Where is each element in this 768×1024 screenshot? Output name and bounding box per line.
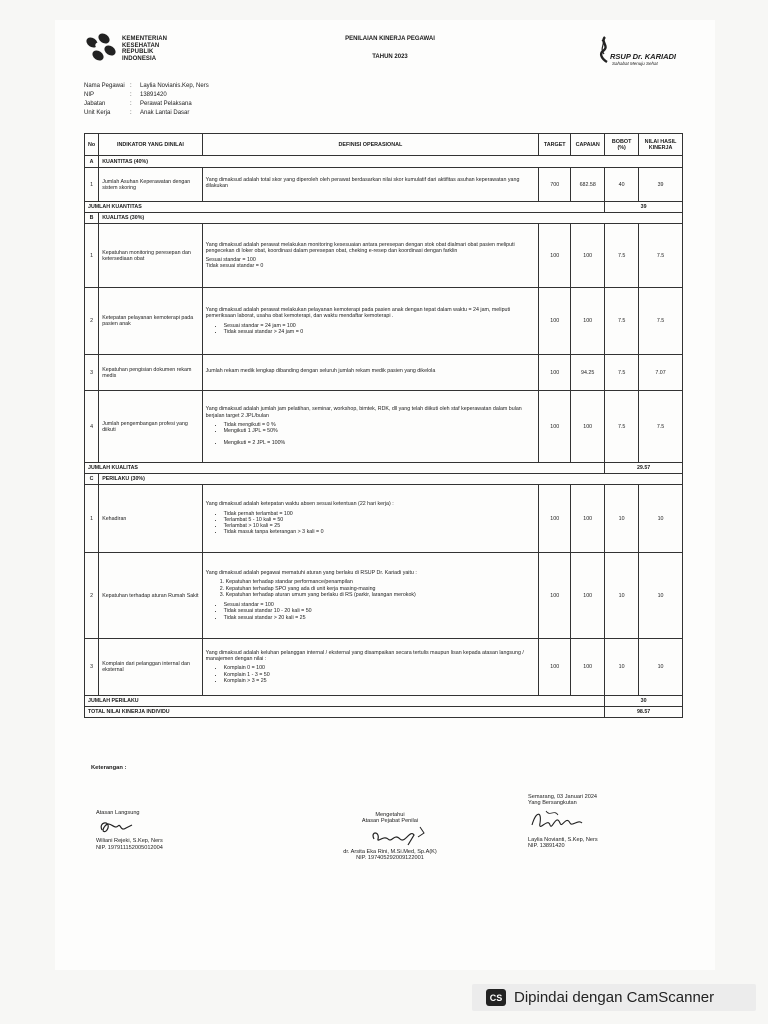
row-weight: 10	[605, 553, 639, 639]
section-total-value: 29.57	[605, 463, 683, 474]
signature-name: dr. Arsita Eka Rini, M.Si.Med, Sp.A(K)	[343, 848, 437, 855]
row-achievement: 682.58	[571, 168, 605, 202]
row-indicator: Jumlah Asuhan Keperawatan dengan sistem skoring	[99, 168, 202, 202]
row-no: 1	[85, 485, 99, 553]
signature-role: Atasan Pejabat Penilai	[361, 818, 419, 825]
row-achievement: 100	[571, 639, 605, 696]
section-header	[85, 474, 683, 485]
table-row	[85, 553, 683, 639]
hospital-logo	[598, 36, 688, 68]
row-achievement: 100	[571, 391, 605, 463]
signature-nip: NIP. 13891420	[528, 842, 565, 849]
col-score: NILAI HASIL KINERJA	[639, 134, 683, 156]
table-row	[85, 391, 683, 463]
ministry-line-1: KEMENTERIAN	[122, 36, 168, 42]
definition-step: 3. Kepatuhan terhadap aturan umum yang berlaku di RS (parkir, larangan merokok)	[226, 592, 536, 598]
row-target: 100	[539, 639, 571, 696]
signature-block-supervisor	[96, 810, 163, 851]
row-score: 10	[639, 639, 683, 696]
row-weight: 7.5	[605, 224, 639, 288]
table-header-row	[85, 134, 683, 156]
definition-step: 1. Kepatuhan terhadap standar performance/penampilan	[226, 579, 536, 585]
ministry-line-2: KESEHATAN	[122, 42, 160, 49]
identity-label: NIP	[84, 92, 95, 98]
row-no: 1	[85, 224, 99, 288]
ministry-line-3: REPUBLIK	[122, 49, 154, 55]
row-achievement: 100	[571, 288, 605, 355]
row-no: 1	[85, 168, 99, 202]
section-header	[85, 156, 683, 168]
row-no: 2	[85, 288, 99, 355]
definition-criterion: Sesuai standar = 100	[205, 257, 256, 264]
identity-value: Laylia Novianis.Kep, Ners	[140, 83, 209, 89]
section-total-label: JUMLAH KUANTITAS	[85, 202, 605, 213]
col-achievement: CAPAIAN	[571, 134, 605, 156]
col-weight: BOBOT (%)	[605, 134, 639, 156]
definition-bullet: • Sesuai standar = 100	[224, 602, 536, 608]
row-indicator: Kepatuhan monitoring peresepan dan ketersediaan obat	[99, 224, 202, 288]
row-definition	[202, 168, 539, 202]
document-year: TAHUN 2023	[372, 54, 408, 60]
definition-text: Jumlah rekam medik lengkap dibanding dengan seluruh jumlah rekam medik pasien yang dikelola	[205, 367, 436, 374]
performance-table	[84, 133, 683, 718]
table-row	[85, 288, 683, 355]
section-title: KUALITAS (30%)	[99, 213, 683, 224]
identity-label: Nama Pegawai	[84, 83, 125, 89]
section-total-label: JUMLAH PERILAKU	[85, 696, 605, 707]
identity-value: Perawat Pelaksana	[140, 101, 192, 107]
signature-place-date: Semarang, 03 Januari 2024	[528, 794, 598, 800]
row-target: 100	[539, 288, 571, 355]
row-weight: 10	[605, 485, 639, 553]
row-achievement: 100	[571, 553, 605, 639]
section-total-value: 30	[605, 696, 683, 707]
section-title: KUANTITAS (40%)	[99, 156, 683, 168]
signature-name: Wiliani Rejeki, S.Kep, Ners	[96, 838, 163, 845]
signature-block-assessor	[330, 812, 450, 861]
definition-text: Yang dimaksud adalah perawat melakukan pelayanan kemoterapi pada pasien anak dengan tepat dalam waktu = 24 jam, meliputi pemeriksaan laborat, usaha obat kemoterapi, dan waktu mendaftar kemoterapi .	[205, 306, 511, 320]
definition-text: Yang dimaksud adalah keluhan pelanggan internal / eksternal yang disampaikan secara tertulis maupun lisan kepada atasan langsung / manajemen dengan nilai :	[205, 649, 524, 663]
definition-bullet: • Komplain > 3 = 25	[224, 678, 536, 684]
definition-bullet: • Tidak sesuai standar > 20 kali = 25	[224, 615, 536, 621]
row-weight: 7.5	[605, 355, 639, 391]
table-row	[85, 639, 683, 696]
row-target: 100	[539, 355, 571, 391]
camscanner-watermark	[472, 984, 756, 1011]
handwritten-signature-icon	[350, 825, 430, 849]
section-header	[85, 213, 683, 224]
kemenkes-emblem-icon	[84, 34, 118, 64]
handwritten-signature-icon	[96, 816, 136, 838]
table-row	[85, 168, 683, 202]
row-indicator: Jumlah pengembangan profesi yang diikuti	[99, 391, 202, 463]
row-definition	[202, 288, 539, 355]
definition-text: Yang dimaksud adalah jumlah jam pelatihan, seminar, workshop, bimtek, RDK, dll yang telah diikuti oleh staf keperawatan dalam bulan berjalan target 2 JPL/bulan	[205, 406, 522, 419]
definition-text: Yang dimaksud adalah pegawai mematuhi aturan yang berlaku di RSUP Dr. Kariadi yaitu :	[205, 569, 417, 576]
table-row	[85, 224, 683, 288]
row-no: 3	[85, 355, 99, 391]
camscanner-logo-icon: CS	[486, 989, 506, 1006]
row-definition	[202, 639, 539, 696]
row-score: 7.5	[639, 224, 683, 288]
section-title: PERILAKU (30%)	[99, 474, 683, 485]
section-code: C	[85, 474, 99, 485]
identity-label: Unit Kerja	[84, 110, 111, 116]
signature-nip: NIP. 197911152005012004	[96, 844, 163, 851]
ministry-line-4: INDONESIA	[122, 55, 157, 62]
row-score: 10	[639, 553, 683, 639]
identity-row: Nama Pegawai : Laylia Novianis.Kep, Ners	[84, 83, 209, 89]
signature-role: Mengetahui	[375, 812, 405, 818]
row-target: 100	[539, 485, 571, 553]
row-weight: 7.5	[605, 288, 639, 355]
definition-bullet: • Tidak pernah terlambat = 100	[224, 511, 536, 517]
kemenkes-logo	[84, 34, 167, 64]
table-row	[85, 485, 683, 553]
row-target: 100	[539, 391, 571, 463]
definition-text: Yang dimaksud adalah ketepatan waktu absen sesuai ketentuan (22 hari kerja) :	[205, 501, 394, 508]
table-row	[85, 355, 683, 391]
row-target: 700	[539, 168, 571, 202]
signature-role: Atasan Langsung	[96, 810, 140, 816]
section-total-row	[85, 202, 683, 213]
section-total-row	[85, 696, 683, 707]
row-indicator: Kehadiran	[99, 485, 202, 553]
definition-bullet: • Terlambat 5 - 10 kali = 50	[224, 517, 536, 523]
row-indicator: Komplain dari pelanggan internal dan eksternal	[99, 639, 202, 696]
identity-row: Unit Kerja : Anak Lantai Dasar	[84, 110, 190, 116]
row-weight: 10	[605, 639, 639, 696]
employee-identity	[84, 82, 209, 118]
definition-bullet: • Tidak masuk tanpa keterangan > 3 kali = 0	[224, 529, 536, 535]
row-no: 3	[85, 639, 99, 696]
col-no: No	[85, 134, 99, 156]
col-indicator: INDIKATOR YANG DINILAI	[99, 134, 202, 156]
camscanner-text: Dipindai dengan CamScanner	[514, 989, 715, 1006]
row-definition	[202, 485, 539, 553]
row-target: 100	[539, 224, 571, 288]
row-score: 39	[639, 168, 683, 202]
identity-value: 13891420	[140, 92, 167, 98]
document-heading	[300, 36, 480, 72]
definition-bullet: • Tidak sesuai standar 10 - 20 kali = 50	[224, 608, 536, 614]
section-total-value: 39	[605, 202, 683, 213]
definition-step: 2. Kepatuhan terhadap SPO yang ada di unit kerja masing-masing	[226, 586, 536, 592]
definition-bullet: • Terlambat > 10 kali = 25	[224, 523, 536, 529]
signature-name: Laylia Novianti, S.Kep, Ners	[528, 836, 598, 843]
row-definition	[202, 391, 539, 463]
row-definition	[202, 553, 539, 639]
row-score: 7.5	[639, 288, 683, 355]
grand-total-label: TOTAL NILAI KINERJA INDIVIDU	[85, 707, 605, 718]
identity-row: NIP : 13891420	[84, 92, 167, 98]
row-achievement: 100	[571, 485, 605, 553]
row-definition	[202, 355, 539, 391]
section-total-row	[85, 463, 683, 474]
handwritten-signature-icon	[528, 807, 588, 837]
identity-value: Anak Lantai Dasar	[140, 110, 190, 116]
row-indicator: Kepatuhan terhadap aturan Rumah Sakit	[99, 553, 202, 639]
section-code: A	[85, 156, 99, 168]
hospital-name: RSUP Dr. KARIADI	[610, 52, 676, 61]
row-no: 2	[85, 553, 99, 639]
identity-label: Jabatan	[84, 101, 106, 107]
definition-text: Yang dimaksud adalah total skor yang diperoleh oleh perawat berdasarkan nilai skor kumulatif dari aktifitas asuhan keperawatan yang dilakukan	[205, 176, 520, 189]
col-target: TARGET	[539, 134, 571, 156]
row-target: 100	[539, 553, 571, 639]
row-score: 10	[639, 485, 683, 553]
row-indicator: Kepatuhan pengisian dokumen rekam medis	[99, 355, 202, 391]
row-weight: 40	[605, 168, 639, 202]
definition-bullet: • Komplain 0 = 100	[224, 665, 536, 671]
row-indicator: Ketepatan pelayanan kemoterapi pada pasien anak	[99, 288, 202, 355]
row-achievement: 94.25	[571, 355, 605, 391]
row-achievement: 100	[571, 224, 605, 288]
identity-row: Jabatan : Perawat Pelaksana	[84, 101, 192, 107]
definition-bullet: • Tidak mengikuti = 0 %	[224, 422, 536, 428]
section-total-label: JUMLAH KUALITAS	[85, 463, 605, 474]
grand-total-row	[85, 707, 683, 718]
signature-block-employee	[528, 794, 598, 849]
definition-text: Yang dimaksud adalah perawat melakukan monitoring kesesuaian antara peresepan dengan stok obat dialmari obat pasien meliputi pengecekan di loker obat, koordinasi dalam peresepan obat, cheking e-resep dan koordinasi dengan farklin	[205, 241, 515, 254]
definition-bullet: • Sesuai standar = 24 jam = 100	[224, 323, 536, 329]
signature-role: Yang Bersangkutan	[528, 800, 577, 807]
row-score: 7.07	[639, 355, 683, 391]
definition-bullet: • Komplain 1 - 3 = 50	[224, 672, 536, 678]
definition-criterion: Tidak sesuai standar = 0	[205, 263, 264, 270]
definition-bullet: • Mengikuti = 2 JPL = 100%	[224, 440, 536, 446]
row-weight: 7.5	[605, 391, 639, 463]
row-definition	[202, 224, 539, 288]
signature-nip: NIP. 197405292009122001	[356, 854, 424, 861]
definition-bullet: • Tidak sesuai standar > 24 jam = 0	[224, 329, 536, 335]
grand-total-value: 98.57	[605, 707, 683, 718]
section-code: B	[85, 213, 99, 224]
row-score: 7.5	[639, 391, 683, 463]
document-title: PENILAIAN KINERJA PEGAWAI	[345, 36, 435, 42]
row-no: 4	[85, 391, 99, 463]
notes-label: Keterangan :	[91, 765, 127, 771]
definition-bullet: • Mengikuti 1 JPL = 50%	[224, 428, 536, 434]
hospital-tagline: Sahabat Menuju Sehat	[612, 61, 658, 66]
col-definition: DEFINISI OPERASIONAL	[202, 134, 539, 156]
